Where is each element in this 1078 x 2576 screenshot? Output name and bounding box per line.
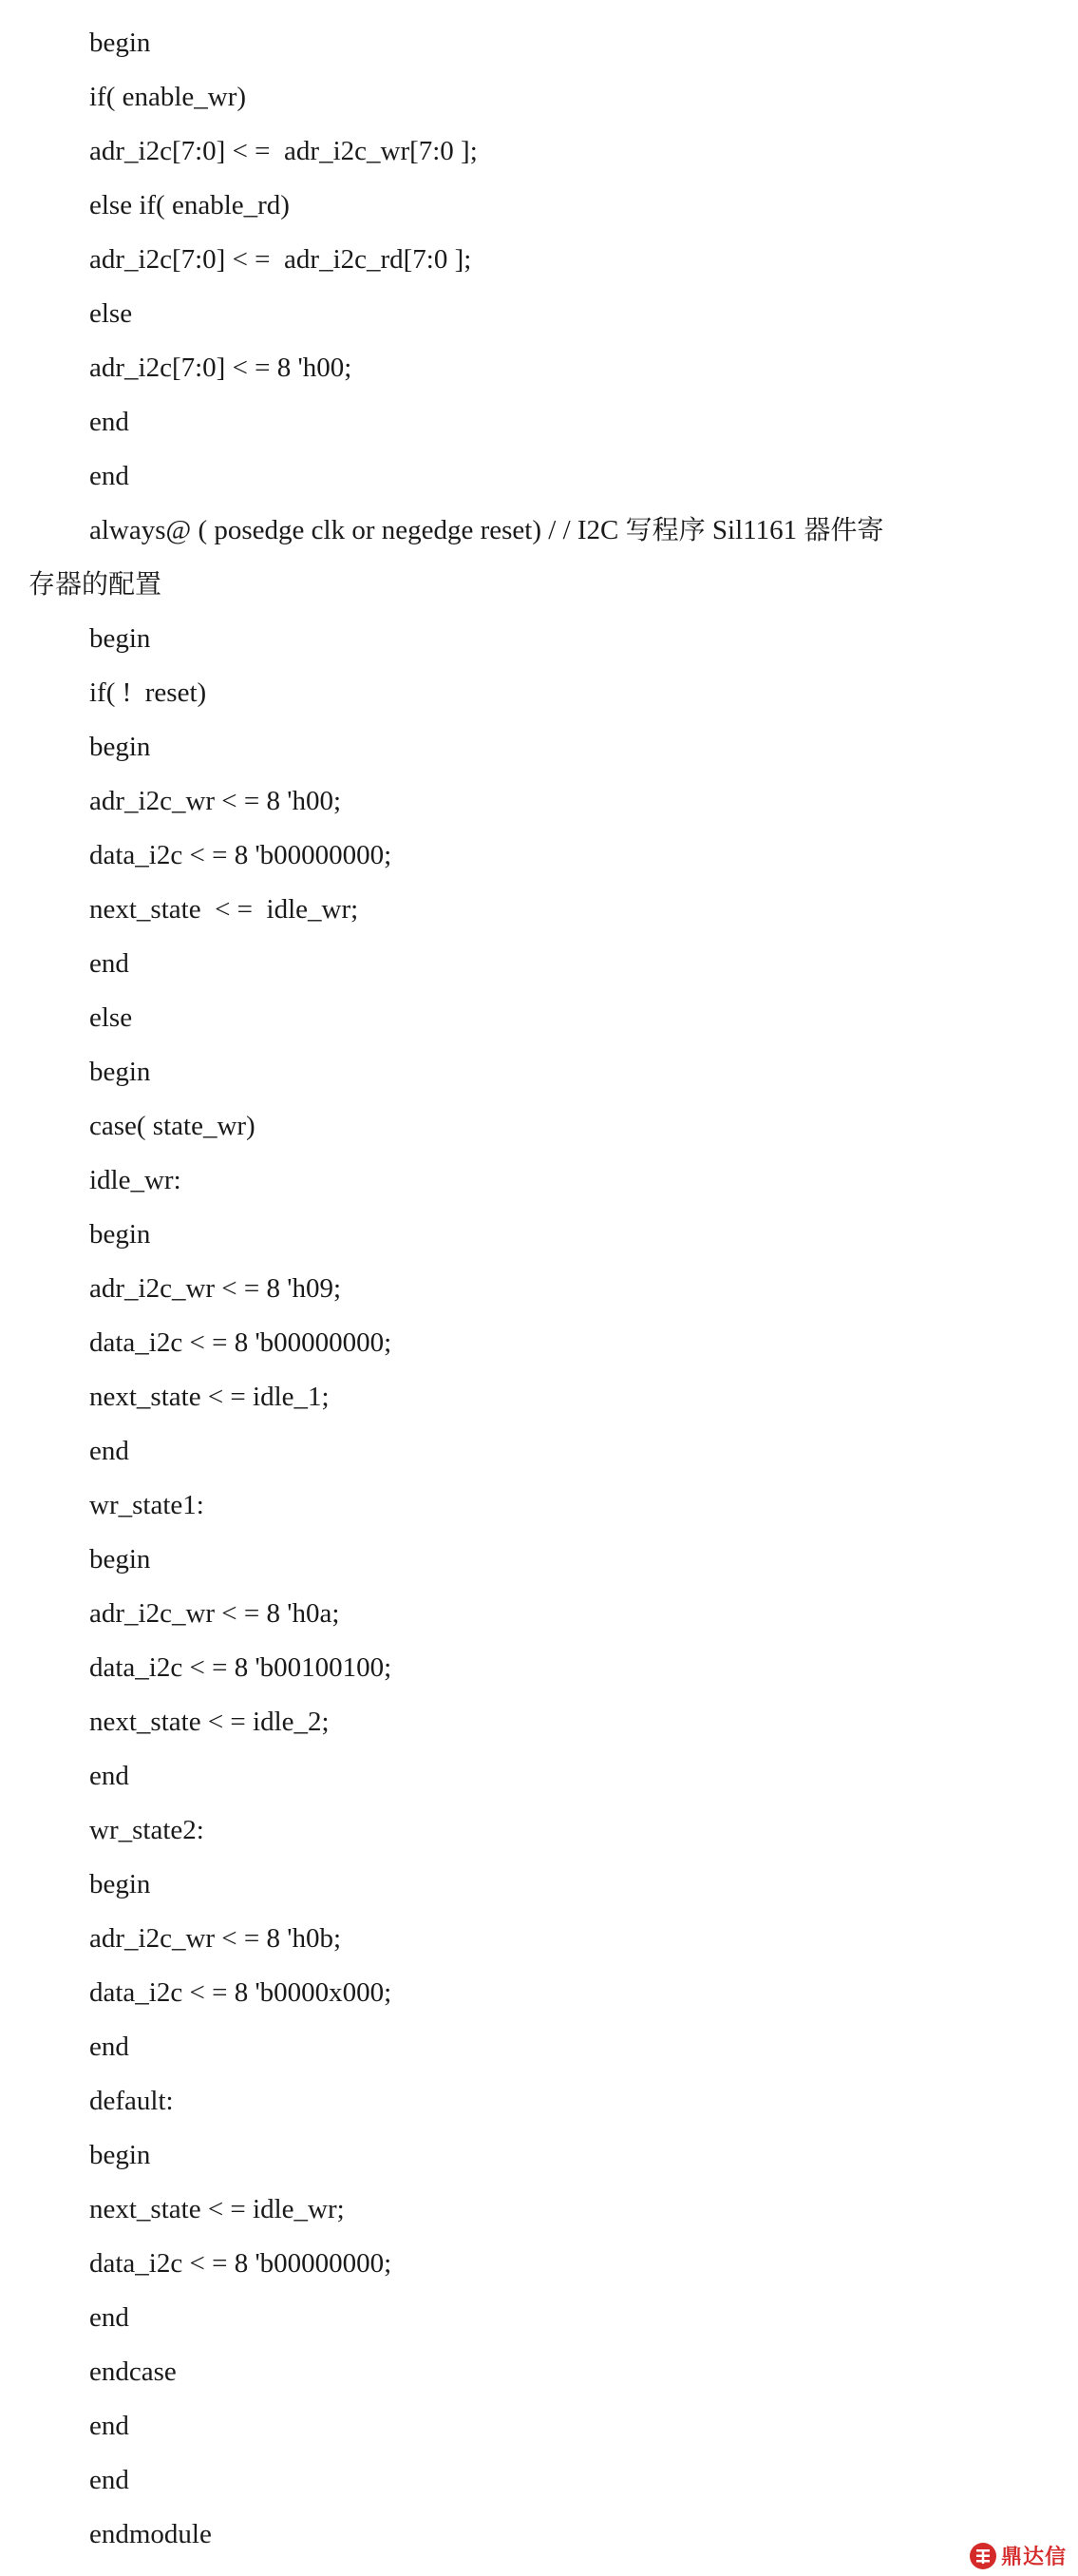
code-line: adr_i2c_wr < = 8 'h0b; [89,1923,342,1954]
code-fragment: Sil1161 [705,515,804,545]
code-line: end [89,2032,129,2062]
code-line-always-comment [0,506,1078,561]
watermark [969,2541,1067,2570]
code-line: idle_wr: [89,1165,181,1195]
code-fragment: always@ ( posedge clk or negedge reset) / / I2C [89,515,626,545]
code-line: data_i2c < = 8 'b00000000; [89,840,392,870]
code-line: end [89,1436,129,1466]
code-line: if( enable_wr) [89,82,247,112]
code-line: begin [89,1869,151,1899]
code-listing [0,19,1078,2565]
code-line: wr_state2: [89,1815,204,1845]
dingdaxin-logo-icon [969,2542,997,2570]
code-line: end [89,2411,129,2441]
code-line: else [89,1002,133,1033]
code-line: begin [89,1219,151,1250]
code-line: end [89,2302,129,2333]
code-line: next_state < = idle_wr; [89,894,359,925]
code-comment-cn: 写程序 [625,514,706,545]
code-line: begin [89,623,151,654]
code-line: end [89,2465,129,2495]
watermark-text: 鼎达信 [1000,2546,1067,2569]
code-line: adr_i2c[7:0] < = 8 'h00; [89,353,352,383]
code-line: data_i2c < = 8 'b0000x000; [89,1977,392,2008]
code-line: begin [89,2140,151,2170]
code-line: wr_state1: [89,1490,204,1520]
code-line: endmodule [89,2519,212,2549]
code-line: data_i2c < = 8 'b00000000; [89,2248,392,2279]
code-line: if( ! reset) [89,677,207,708]
code-comment-continuation: 存器的配置 [28,568,162,600]
code-line: end [89,1761,129,1791]
code-line: else if( enable_rd) [89,190,290,220]
code-line: end [89,461,129,491]
code-line: case( state_wr) [89,1111,255,1141]
code-line: else [89,298,133,329]
code-line: end [89,948,129,979]
code-line: endcase [89,2357,177,2387]
code-line: begin [89,1544,151,1574]
code-line: adr_i2c_wr < = 8 'h0a; [89,1598,340,1629]
code-line: begin [89,732,151,762]
code-line: next_state < = idle_2; [89,1707,330,1737]
code-line: begin [89,1057,151,1087]
code-line: adr_i2c_wr < = 8 'h00; [89,786,342,816]
code-line: next_state < = idle_wr; [89,2194,345,2224]
code-comment-cn: 器件寄 [804,514,884,545]
code-line: default: [89,2086,174,2116]
code-line: adr_i2c[7:0] < = adr_i2c_wr[7:0 ]; [89,136,478,166]
code-line: data_i2c < = 8 'b00100100; [89,1652,392,1683]
code-line: adr_i2c[7:0] < = adr_i2c_rd[7:0 ]; [89,244,472,275]
code-line: next_state < = idle_1; [89,1382,330,1412]
code-line: begin [89,28,151,58]
code-line: adr_i2c_wr < = 8 'h09; [89,1273,342,1304]
code-line: end [89,407,129,437]
code-line: data_i2c < = 8 'b00000000; [89,1327,392,1358]
